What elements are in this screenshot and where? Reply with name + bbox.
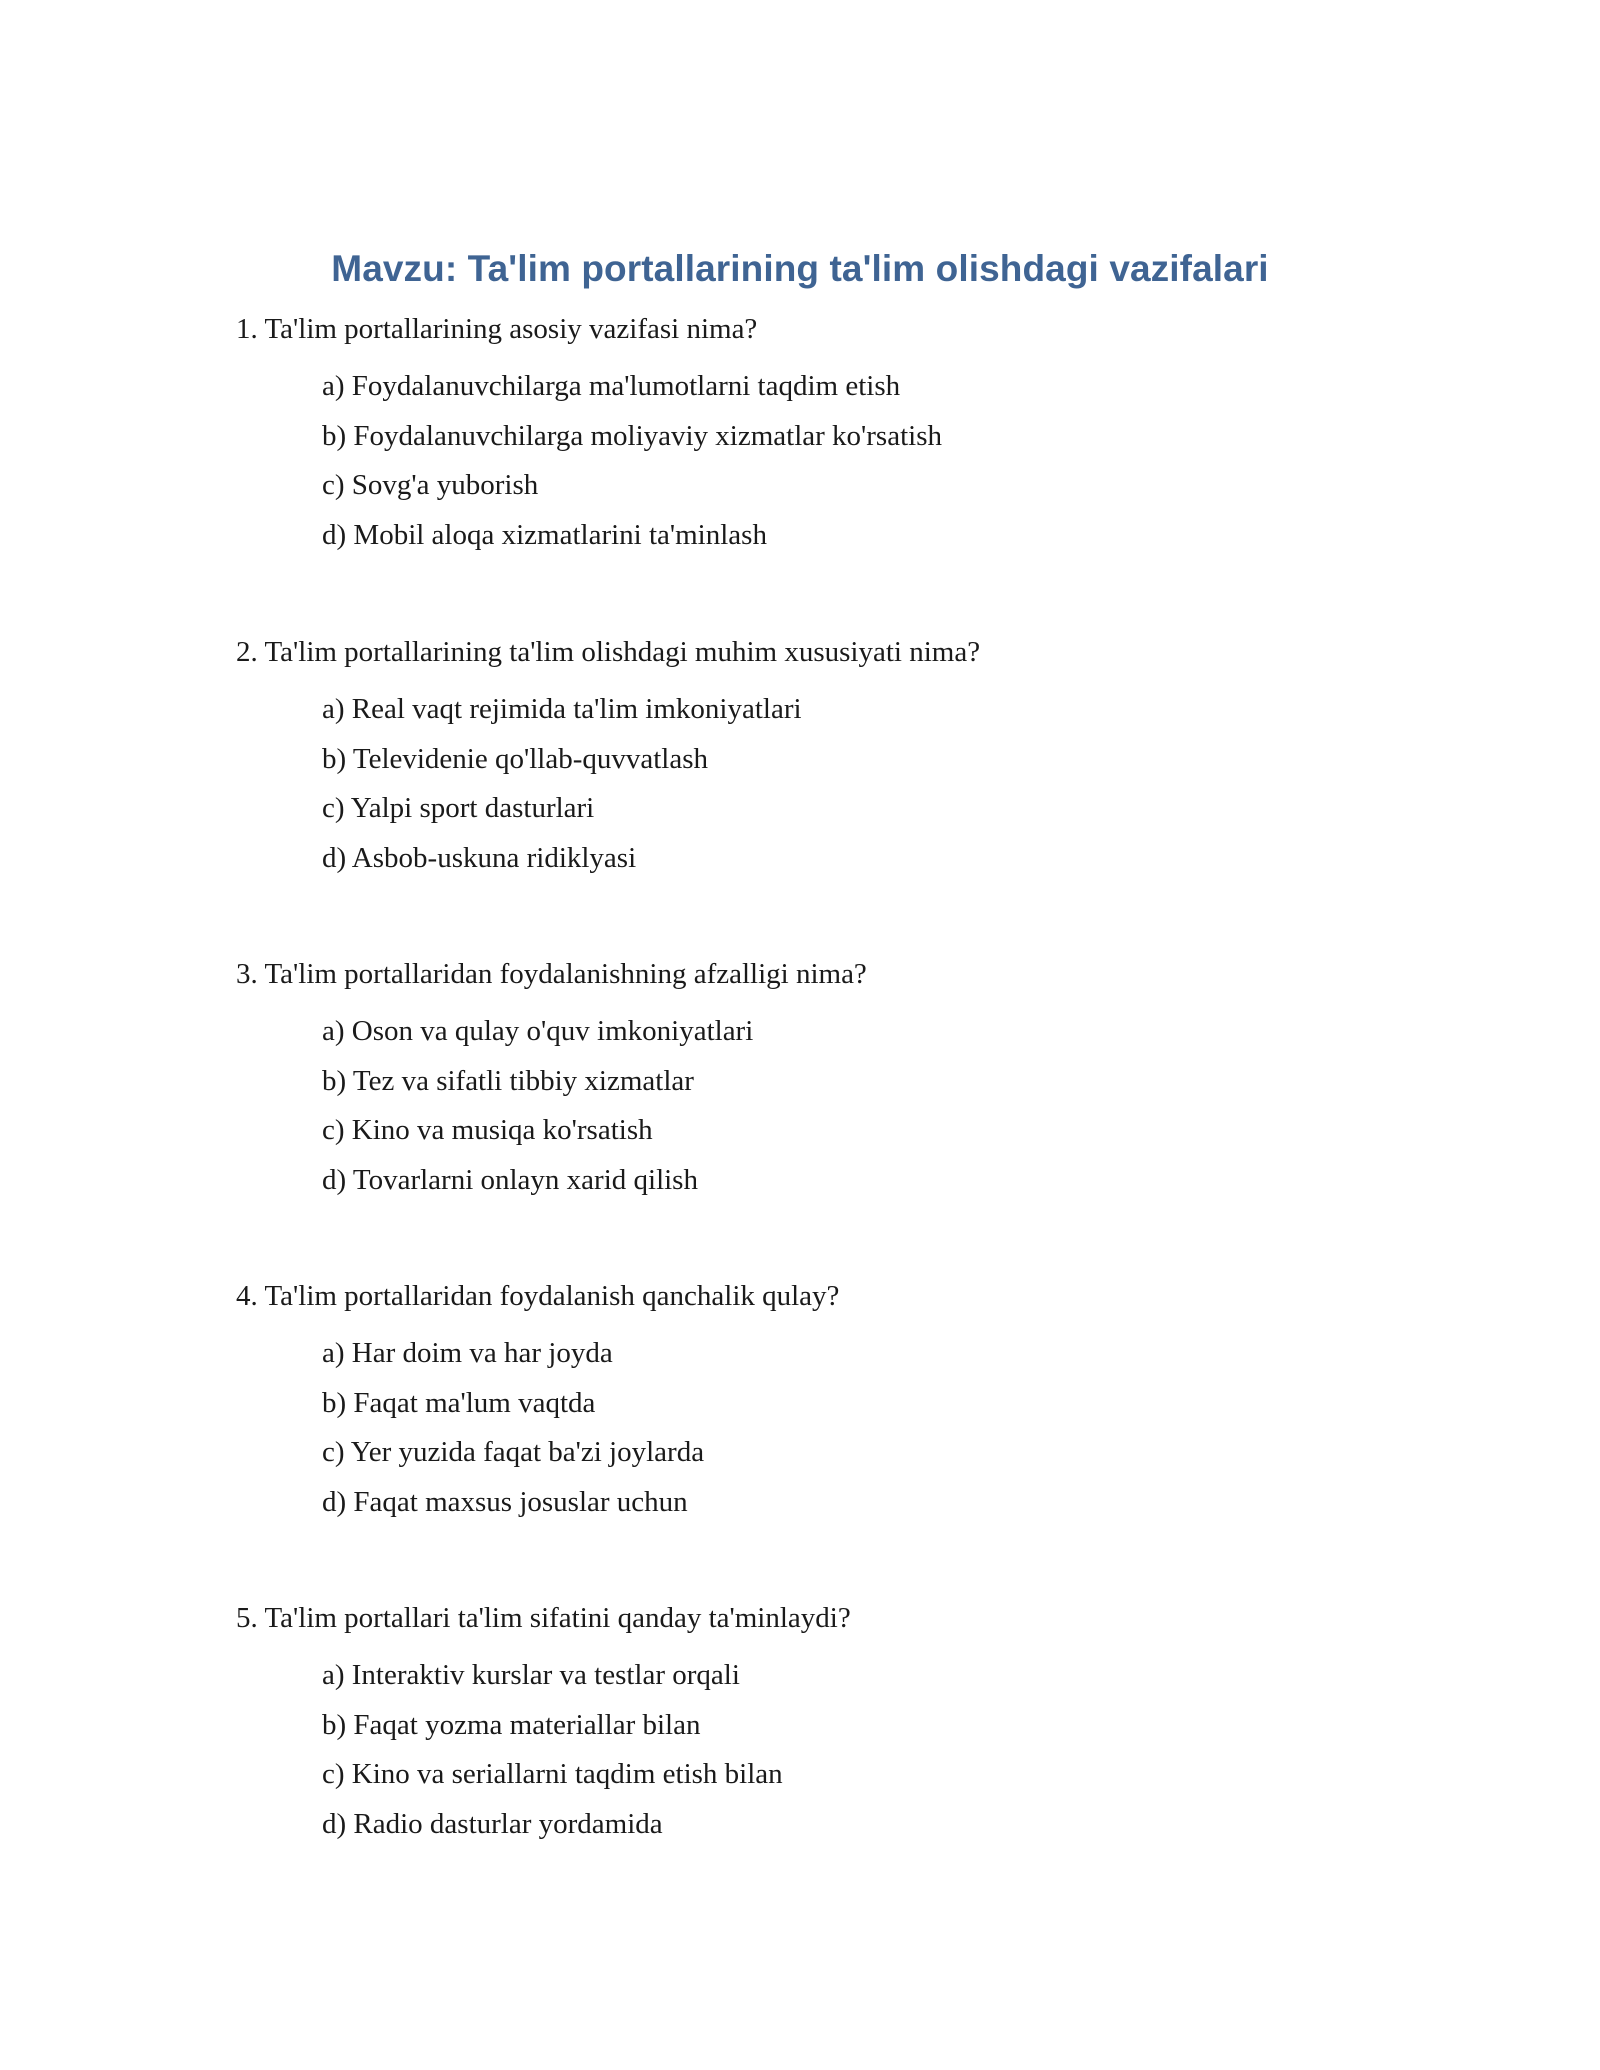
option-d: d) Radio dasturlar yordamida xyxy=(322,1807,663,1840)
option-c: c) Kino va seriallarni taqdim etish bilan xyxy=(322,1758,783,1791)
option-a: a) Real vaqt rejimida ta'lim imkoniyatlari xyxy=(322,693,802,726)
option-b: b) Televidenie qo'llab-quvvatlash xyxy=(322,742,708,775)
option-d: d) Mobil aloqa xizmatlarini ta'minlash xyxy=(322,518,767,551)
question-3 xyxy=(236,958,1436,1213)
answer-options xyxy=(322,1659,1436,1857)
answer-options xyxy=(322,1015,1436,1213)
page-title: Mavzu: Ta'lim portallarining ta'lim olishdagi vazifalari xyxy=(331,248,1269,289)
option-a: a) Oson va qulay o'quv imkoniyatlari xyxy=(322,1015,754,1048)
option-b: b) Foydalanuvchilarga moliyaviy xizmatlar ko'rsatish xyxy=(322,419,942,452)
answer-options xyxy=(322,693,1436,891)
question-4 xyxy=(236,1280,1436,1535)
option-b: b) Tez va sifatli tibbiy xizmatlar xyxy=(322,1064,694,1097)
question-text: 3. Ta'lim portallaridan foydalanishning afzalligi nima? xyxy=(236,958,867,990)
question-text: 2. Ta'lim portallarining ta'lim olishdagi muhim xususiyati nima? xyxy=(236,636,981,668)
option-d: d) Asbob-uskuna ridiklyasi xyxy=(322,841,637,874)
question-text: 5. Ta'lim portallari ta'lim sifatini qanday ta'minlaydi? xyxy=(236,1602,851,1634)
question-5 xyxy=(236,1602,1436,1857)
option-c: c) Yalpi sport dasturlari xyxy=(322,792,595,825)
option-c: c) Yer yuzida faqat ba'zi joylarda xyxy=(322,1436,705,1469)
answer-options xyxy=(322,370,1436,568)
option-c: c) Sovg'a yuborish xyxy=(322,469,539,502)
option-d: d) Faqat maxsus josuslar uchun xyxy=(322,1485,688,1518)
option-a: a) Foydalanuvchilarga ma'lumotlarni taqdim etish xyxy=(322,370,901,403)
option-d: d) Tovarlarni onlayn xarid qilish xyxy=(322,1163,698,1196)
question-1 xyxy=(236,313,1436,568)
option-b: b) Faqat yozma materiallar bilan xyxy=(322,1708,701,1741)
question-text: 4. Ta'lim portallaridan foydalanish qanchalik qulay? xyxy=(236,1280,840,1312)
option-a: a) Interaktiv kurslar va testlar orqali xyxy=(322,1659,740,1692)
option-a: a) Har doim va har joyda xyxy=(322,1337,613,1370)
option-b: b) Faqat ma'lum vaqtda xyxy=(322,1386,596,1419)
option-c: c) Kino va musiqa ko'rsatish xyxy=(322,1114,653,1147)
question-text: 1. Ta'lim portallarining asosiy vazifasi nima? xyxy=(236,313,758,345)
answer-options xyxy=(322,1337,1436,1535)
question-2 xyxy=(236,636,1436,891)
